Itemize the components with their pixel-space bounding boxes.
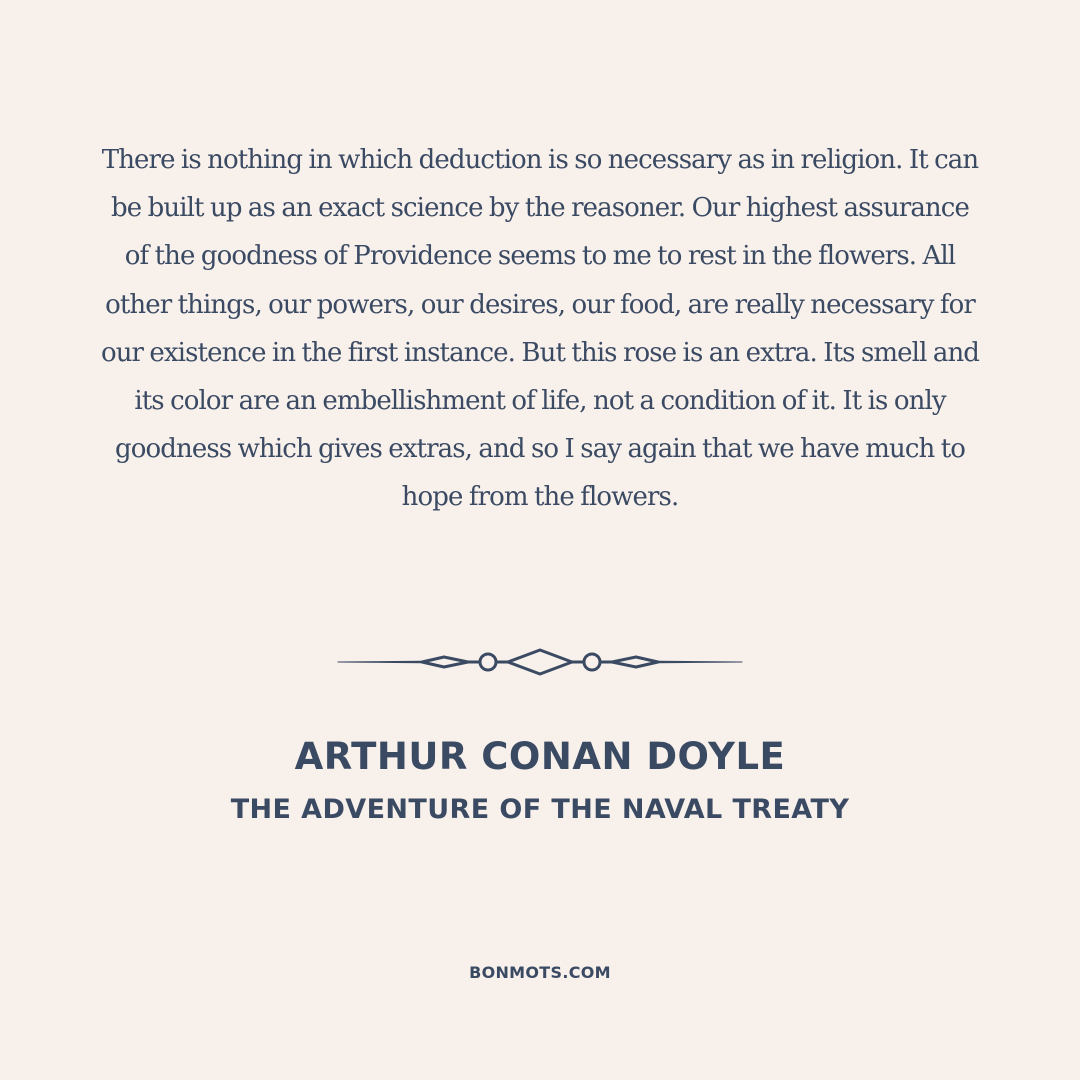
quote-text: There is nothing in which deduction is so necessary as in religion. It can be built up as an exact science by the reasoner. Our highest assurance of the goodness of Providence seems to me to rest in the flowers. All other things, our powers, our desires, our food, are really necessary for our existence in the first instance. But this rose is an extra. Its smell and its color are an embellishment of life, not a condition of it. It is only goodness which gives extras, and so I say again that we have much to hope from the flowers. [100, 145, 980, 513]
author-name: ARTHUR CONAN DOYLE [294, 735, 786, 778]
ornamental-divider-icon [336, 646, 744, 678]
source-title: THE ADVENTURE OF THE NAVAL TREATY [230, 794, 850, 825]
site-link[interactable]: BONMOTS.COM [469, 963, 611, 982]
